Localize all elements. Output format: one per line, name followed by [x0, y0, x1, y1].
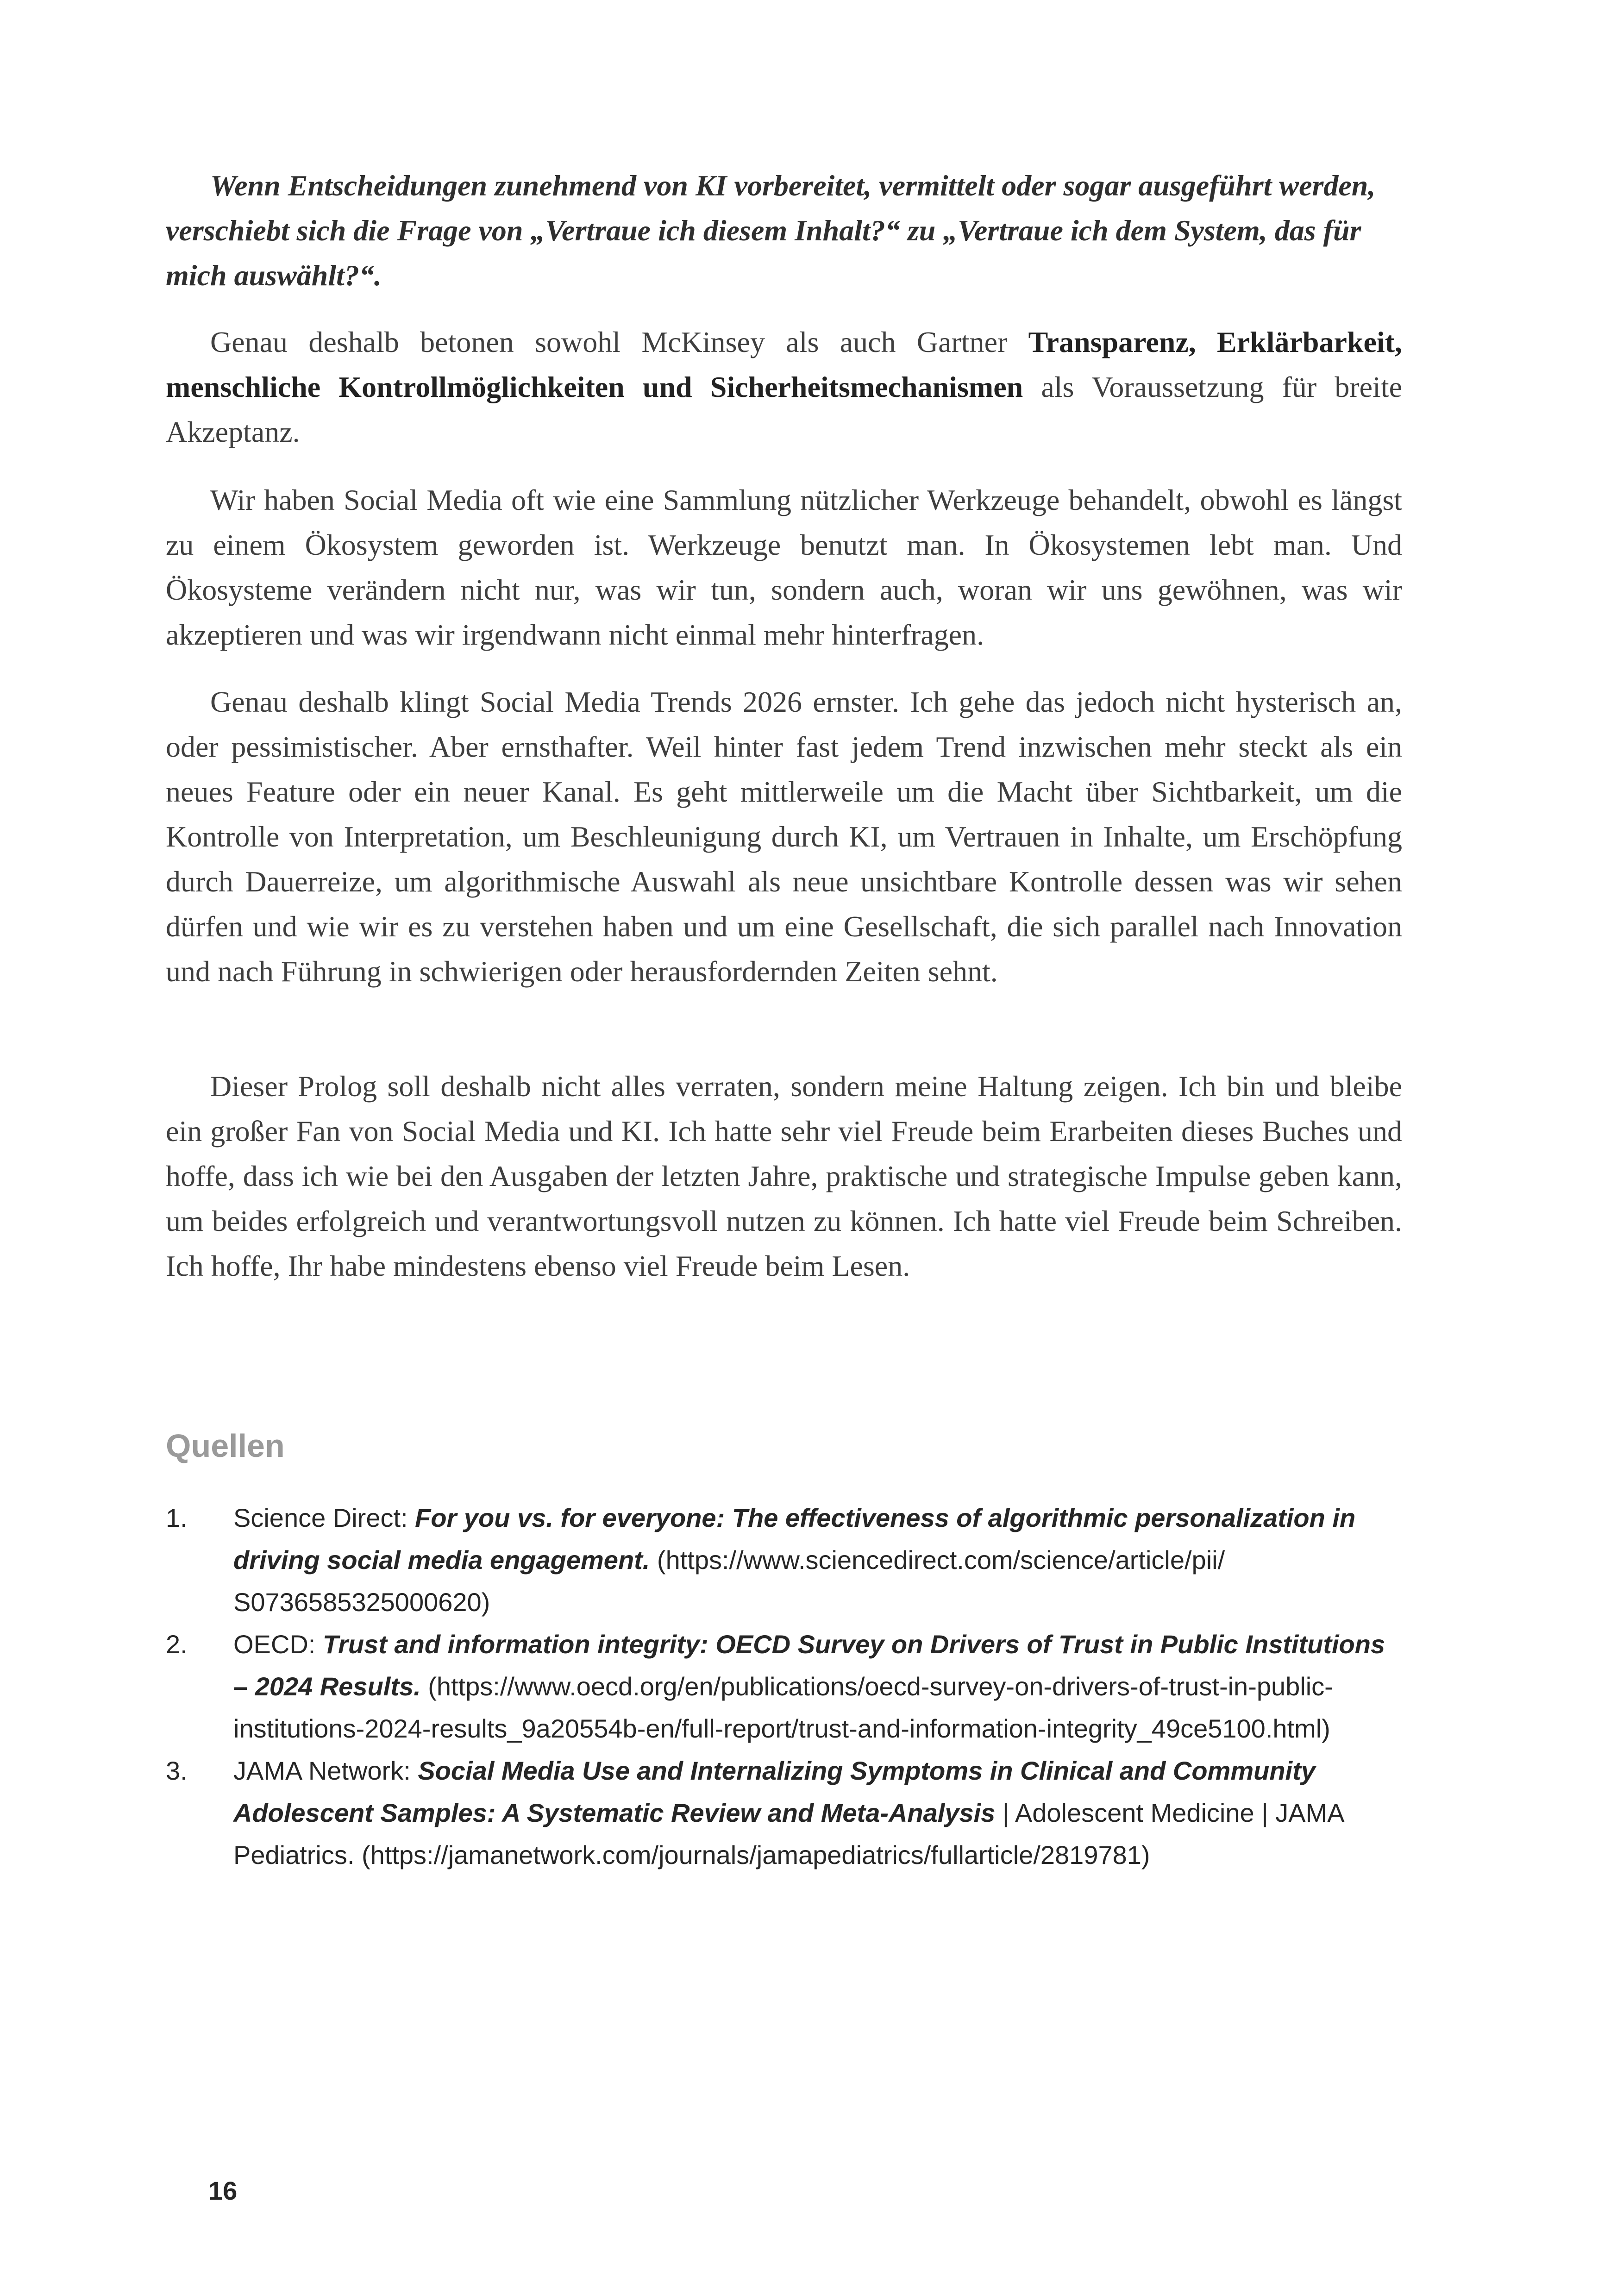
source-title: Social Media Use and Internalizing Symptoms in Clinical and Community Adolescent Samples: A Systematic Review and Meta-Analysis: [233, 1756, 1316, 1827]
page-number: 16: [208, 2176, 238, 2205]
bold-emphasis: Transparenz, Erklärbarkeit, menschliche Kontrollmöglichkeiten und Sicherheitsmechanismen: [166, 326, 1403, 403]
sources-list: [166, 1497, 1402, 1876]
source-title: Trust and information integrity: OECD Survey on Drivers of Trust in Public Institutions – 2024 Results.: [233, 1630, 1385, 1701]
source-link[interactable]: (https://www.oecd.org/en/publications/oecd-survey-on-drivers-of-trust-in-public-institutions-2024-results_9a20554b-en/full-report/trust-and-information-integrity_49ce5100.html): [233, 1672, 1333, 1743]
source-publisher: Science Direct:: [233, 1503, 415, 1532]
source-publisher: JAMA Network:: [233, 1756, 418, 1785]
paragraph-text: Genau deshalb betonen sowohl McKinsey als auch Gartner: [210, 326, 1028, 358]
source-item: [166, 1623, 1402, 1750]
source-item: [166, 1497, 1402, 1623]
transparency-paragraph: [166, 320, 1402, 454]
source-number: 1.: [166, 1503, 188, 1532]
intro-emphasis-paragraph: Wenn Entscheidungen zunehmend von KI vorbereitet, vermittelt oder sogar ausgeführt werden, verschiebt sich die Frage von „Vertraue ich diesem Inhalt?“ zu „Vertraue ich dem System, das für mich auswählt?“.: [166, 169, 1376, 292]
source-link[interactable]: (https://www.sciencedirect.com/science/article/pii/ S0736585325000620): [233, 1545, 1225, 1617]
sources-heading: Quellen: [166, 1428, 285, 1464]
source-link[interactable]: | Adolescent Medicine | JAMA Pediatrics. (https://jamanetwork.com/journals/jamapediatrics/fullarticle/2819781): [233, 1798, 1343, 1869]
source-number: 3.: [166, 1756, 188, 1785]
ecosystem-paragraph: Wir haben Social Media oft wie eine Sammlung nützlicher Werkzeuge behandelt, obwohl es längst zu einem Ökosystem geworden ist. Werkzeuge benutzt man. In Ökosystemen lebt man. Und Ökosysteme verändern nicht nur, was wir tun, sondern auch, woran wir uns gewöhnen, was wir akzeptieren und was wir irgendwann nicht einmal mehr hinterfragen.: [166, 483, 1402, 651]
prolog-paragraph: Dieser Prolog soll deshalb nicht alles verraten, sondern meine Haltung zeigen. Ich bin und bleibe ein großer Fan von Social Media und KI. Ich hatte sehr viel Freude beim Erarbeiten dieses Buches und hoffe, dass ich wie bei den Ausgaben der letzten Jahre, praktische und strategische Impulse geben kann, um beides erfolgreich und verantwortungsvoll nutzen zu können. Ich hatte viel Freude beim Schreiben. Ich hoffe, Ihr habe mindestens ebenso viel Freude beim Lesen.: [166, 1070, 1402, 1282]
source-number: 2.: [166, 1630, 188, 1659]
source-publisher: OECD:: [233, 1630, 323, 1659]
source-title: For you vs. for everyone: The effectiveness of algorithmic personalization in driving social media engagement.: [233, 1503, 1356, 1575]
trends-paragraph: Genau deshalb klingt Social Media Trends 2026 ernster. Ich gehe das jedoch nicht hysterisch an, oder pessimistischer. Aber ernsthafter. Weil hinter fast jedem Trend inzwischen mehr steckt als ein neues Feature oder ein neuer Kanal. Es geht mittlerweile um die Macht über Sichtbarkeit, um die Kontrolle von Interpretation, um Beschleunigung durch KI, um Vertrauen in Inhalte, um Erschöpfung durch Dauerreize, um algorithmische Auswahl als neue unsichtbare Kontrolle dessen was wir sehen dürfen und wie wir es zu verstehen haben und um eine Gesellschaft, die sich parallel nach Innovation und nach Führung in schwierigen oder herausfordernden Zeiten sehnt.: [166, 685, 1402, 988]
paragraph-text: als Voraussetzung für breite Akzeptanz.: [166, 370, 1403, 448]
source-item: [166, 1750, 1402, 1876]
